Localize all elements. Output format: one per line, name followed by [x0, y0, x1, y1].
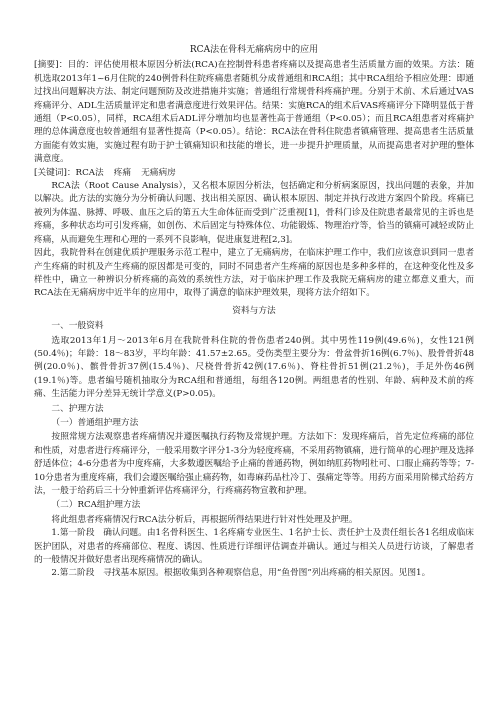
- normal-group-heading: （一）普通组护理方法: [51, 417, 139, 428]
- keyword-item: RCA法: [75, 167, 104, 178]
- intro-paragraph: RCA法（Root Cause Analysis），又名根本原因分析法，包括确定和分析病案原因，找出问题的表象，并加以解决。此方法的实施分为分析确认问题、找出相关原因、确认根本原因、制定并执行改进方案四个阶段。疼痛已被列为体温、脉搏、呼吸、血压之后的第五大生命体征而受到广泛重视[1]，骨科门诊及住院患者最常见的主诉也是疼痛，多种状态均可引发疼痛，如创伤、术后固定与特殊体位、功能锻炼、物理治疗等，恰当的镇痛可减轻或防止疼痛，从而避免生理和心理的一系列不良影响，促进康复进程[2,3]。: [34, 181, 474, 245]
- rca-group-paragraph: 将此组患者疼痛情况行RCA法分析后，再根据所得结果进行针对性处理及护理。: [51, 514, 358, 525]
- general-paragraph: 选取2013年1月～2013年6月在我院骨科住院的骨伤患者240例。其中男性119例(49.6％)，女性121例(50.4％)；年龄：18～83岁，平均年龄：41.57±2.65。受伤类型主要分为：骨盆骨折16例(6.7％)、股骨骨折48例(20.0％)、髌骨骨折37例(15.4％)、尺桡骨骨折42例(17.6％)、脊柱骨折51例(21.2％)，手足外伤46例(19.1％)等。患者编号随机抽取分为RCA组和普通组，每组各120例。两组患者的性别、年龄、病种及术前的疼痛、生活能力评分差异无统计学意义(P>0.05)。: [34, 335, 474, 400]
- abstract-paragraph: [34, 59, 474, 166]
- general-heading: 一、一般资料: [51, 321, 104, 332]
- intro-paragraph: 因此，我院骨科在创建优质护理服务示范工程中，建立了无痛病房，在临床护理工作中，我们应该意识到同一患者产生疼痛的时机及产生疼痛的原因都是可变的，同时不同患者产生疼痛的原因也是多种多样的，在这种变化性及多样性中，确立一种辨识分析疼痛的高效的系统性方法，对于临床护理工作及我院无痛病房的建立都意义重大，而RCA法在无痛病房中近半年的应用中，取得了满意的临床护理效果，现将方法介绍如下。: [34, 248, 474, 299]
- keyword-item: 无痛病房: [141, 167, 176, 178]
- abstract-conclusion: 结论：RCA法在骨科住院患者镇痛管理、提高患者生活质量方面能有效实施，实施过程有助于护士镇痛知识和技能的增长，进一步提升护理质量，从而提高患者对护理的整体满意度。: [34, 127, 474, 165]
- keywords-label: [关键词]：: [34, 167, 76, 178]
- normal-group-paragraph: 按照常规方法观察患者疼痛情况并遵医嘱执行药物及常规护理。方法如下：发现疼痛后，首先定位疼痛的部位和性质，对患者进行疼痛评分，一般采用数字评分1-3分为轻度疼痛，不采用药物镇痛，进行简单的心理护理及选择舒适体位；4-6分患者为中度疼痛，大多数遵医嘱给予止痛的普通药物，例如纳肛药物吲杜可、口服止痛药等等；7-10分患者为重度疼痛，我们会遵医嘱给强止痛药物，如毒麻药品杜冷丁、强痛定等等。用药方面采用阶梯式给药方法，一般于给药后三十分钟重新评估疼痛评分，行疼痛药物宣教和护理。: [34, 432, 474, 496]
- nursing-heading: 二、护理方法: [51, 403, 104, 414]
- section-title: 资料与方法: [232, 305, 276, 316]
- abstract-method: 方法：随机选取2013年1~6月住院的240例骨科住院疼痛患者随机分成普通组和RCA组；其中RCA组给予相应处理：即通过找出问题解决方法、制定问题预防及改进措施并实施；普通组行常规骨科疼痛护理。分别于术前、术后通过VAS疼痛评分、ADL生活质量评定和患者满意度进行效果评估。: [34, 60, 475, 111]
- paper-title: RCA法在骨科无痛病房中的应用: [189, 45, 319, 55]
- abstract-label: [摘要]：: [34, 60, 68, 71]
- rca-step-1: 1.第一阶段 确认问题。由1名骨科医生、1名疼痛专业医生、1名护士长、责任护士及责任组长各1名组成临床医护团队，对患者的疼痛部位、程度、诱因、性质进行详细评估调查并确认。通过与相关人员进行访谈，了解患者的一般情况并做好患者出现疼痛情况的确认。: [34, 528, 474, 566]
- rca-step-2: 2.第二阶段 寻找基本原因。根据收集到各种观察信息，用“鱼骨图”列出疼痛的相关原因。见图1。: [51, 568, 431, 579]
- abstract-goal: 目的：评估使用根本原因分析法(RCA)在控制骨科患者疼痛以及提高患者生活质量方面的效果。: [67, 60, 439, 71]
- rca-group-heading: （二）RCA组护理方法: [51, 500, 141, 511]
- keyword-item: 疼痛: [113, 167, 132, 178]
- abstract-result: 结果：实施RCA的组术后VAS疼痛评分下降明显低于普通组（P<0.05），同样，RCA组术后ADL评分增加均也显著性高于普通组（P<0.05）；而且RCA组患者对疼痛护理的总体满意度也较普通组有显著性提高（P<0.05）。: [34, 100, 474, 138]
- keywords-line: [34, 167, 474, 180]
